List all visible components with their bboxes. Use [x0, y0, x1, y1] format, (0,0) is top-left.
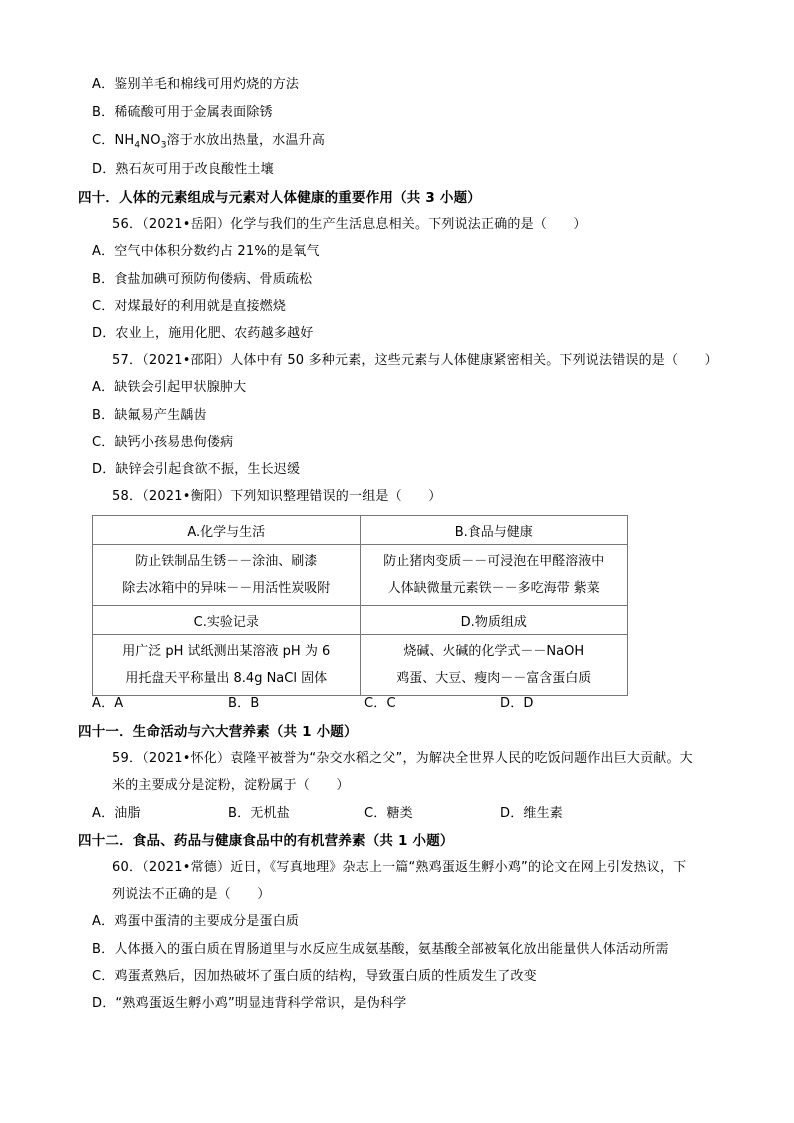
- q59-options: [92, 804, 563, 824]
- option-c: C．$NH_4NO_3$溶于水放出热量，水温升高: [92, 133, 326, 151]
- question-60-stem-line2: 列说法不正确的是（ ）: [112, 887, 271, 902]
- table-cell-a-body: [93, 545, 361, 606]
- table-cell-a-line2: 除去冰箱中的异味－－用活性炭吸附: [122, 581, 331, 596]
- table-cell-c-head: C.实验记录: [93, 606, 361, 635]
- q57-option-c: C．缺钙小孩易患佝偻病: [92, 435, 234, 450]
- q57-option-d: D．缺锌会引起食欲不振，生长迟缓: [92, 462, 301, 477]
- table-cell-d-body: [360, 635, 628, 696]
- question-59-stem-line2: 米的主要成分是淀粉，淀粉属于（ ）: [112, 778, 350, 793]
- q56-option-d: D．农业上，施用化肥、农药越多越好: [92, 326, 314, 341]
- table-cell-c-line2: 用托盘天平称量出 8.4g NaCl 固体: [125, 671, 328, 686]
- q60-option-d: D．“熟鸡蛋返生孵小鸡”明显违背科学常识，是伪科学: [92, 996, 407, 1011]
- table-cell-c-body: [93, 635, 361, 696]
- section-heading-40: 四十．人体的元素组成与元素对人体健康的重要作用（共 3 小题）: [78, 190, 481, 206]
- question-56-stem: 56．（2021•岳阳）化学与我们的生产生活息息相关。下列说法正确的是（ ）: [112, 217, 587, 232]
- q60-option-a: A．鸡蛋中蛋清的主要成分是蛋白质: [92, 914, 300, 929]
- option-b: B．稀硫酸可用于金属表面除锈: [92, 105, 273, 120]
- table-cell-d-line1: 烧碱、火碱的化学式－－NaOH: [403, 644, 585, 659]
- knowledge-table: [92, 515, 628, 696]
- table-cell-c-line1: 用广泛 pH 试纸测出某溶液 pH 为 6: [122, 644, 331, 659]
- q57-option-a: A．缺铁会引起甲状腺肿大: [92, 380, 247, 395]
- table-cell-d-line2: 鸡蛋、大豆、瘦肉－－富含蛋白质: [396, 671, 592, 686]
- q58-option-c: C．C: [364, 696, 396, 711]
- section-heading-42: 四十二．食品、药品与健康食品中的有机营养素（共 1 小题）: [78, 833, 454, 849]
- q59-option-c: C．糖类: [364, 806, 413, 821]
- question-59-stem-line1: 59．（2021•怀化）袁隆平被誉为“杂交水稻之父”，为解决全世界人民的吃饭问题作出巨大贡献。大: [112, 751, 693, 766]
- table-cell-a-head: A.化学与生活: [93, 516, 361, 545]
- q60-option-c: C．鸡蛋煮熟后，因加热破坏了蛋白质的结构，导致蛋白质的性质发生了改变: [92, 969, 537, 984]
- question-57-stem: 57．（2021•邵阳）人体中有 50 多种元素，这些元素与人体健康紧密相关。下列说法错误的是（ ）: [112, 353, 718, 368]
- option-d: D．熟石灰可用于改良酸性土壤: [92, 162, 274, 177]
- q58-option-b: B．B: [228, 696, 260, 711]
- q59-option-d: D．维生素: [500, 806, 564, 821]
- option-a: A．鉴别羊毛和棉线可用灼烧的方法: [92, 77, 300, 92]
- question-58-stem: 58．（2021•衡阳）下列知识整理错误的一组是（ ）: [112, 489, 442, 504]
- q59-option-b: B．无机盐: [228, 806, 290, 821]
- table-cell-b-line1: 防止猪肉变质－－可浸泡在甲醛溶液中: [383, 554, 605, 569]
- q58-options: [92, 694, 534, 714]
- q56-option-b: B．食盐加碘可预防佝偻病、骨质疏松: [92, 272, 313, 287]
- section-heading-41: 四十一．生命活动与六大营养素（共 1 小题）: [78, 724, 358, 740]
- table-cell-b-body: [360, 545, 628, 606]
- q60-option-b: B．人体摄入的蛋白质在胃肠道里与水反应生成氨基酸，氨基酸全部被氧化放出能量供人体活动所需: [92, 942, 669, 957]
- q56-option-a: A．空气中体积分数约占 21%的是氧气: [92, 244, 320, 259]
- table-cell-b-head: B.食品与健康: [360, 516, 628, 545]
- table-cell-d-head: D.物质组成: [360, 606, 628, 635]
- question-60-stem-line1: 60．（2021•常德）近日，《写真地理》杂志上一篇“熟鸡蛋返生孵小鸡”的论文在网上引发热议，下: [112, 860, 687, 875]
- q58-option-d: D．D: [500, 696, 534, 711]
- table-cell-a-line1: 防止铁制品生锈－－涂油、刷漆: [135, 554, 318, 569]
- q59-option-a: A．油脂: [92, 806, 141, 821]
- q56-option-c: C．对煤最好的利用就是直接燃烧: [92, 299, 287, 314]
- q57-option-b: B．缺氟易产生龋齿: [92, 408, 207, 423]
- q58-option-a: A．A: [92, 696, 124, 711]
- table-cell-b-line2: 人体缺微量元素铁－－多吃海带 紫菜: [387, 581, 600, 596]
